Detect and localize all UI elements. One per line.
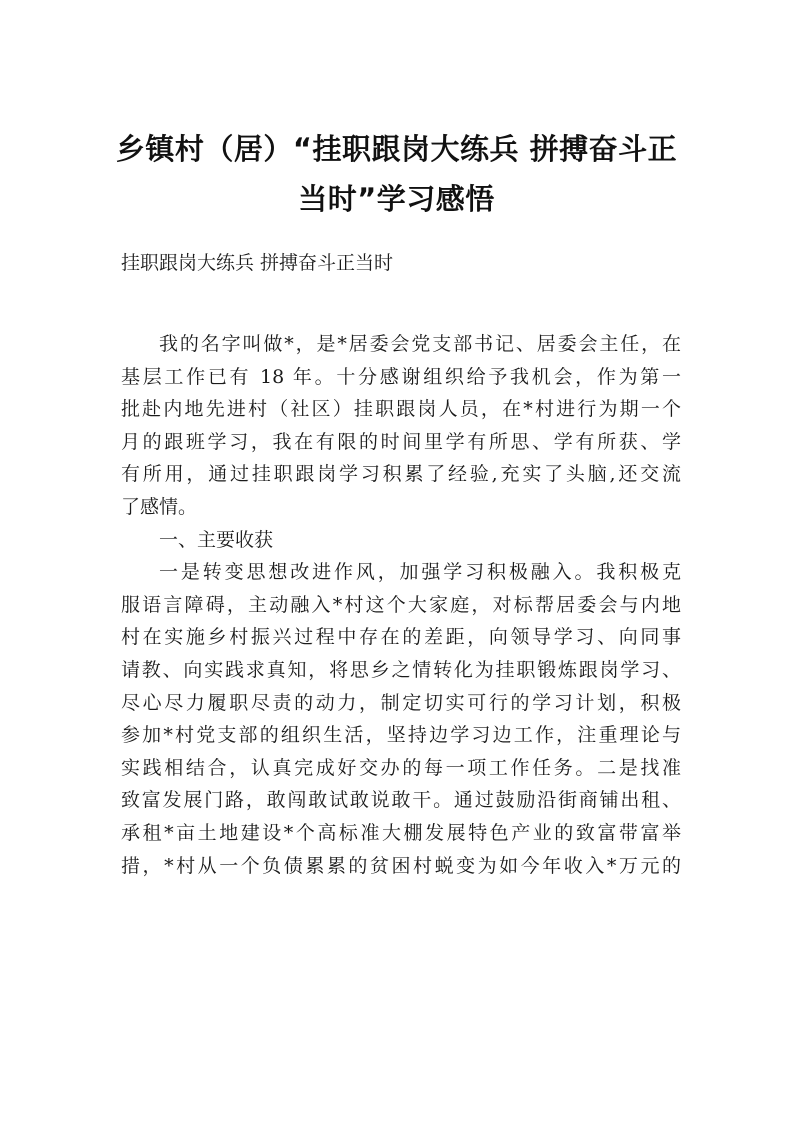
body-line: 月的跟班学习，我在有限的时间里学有所思、学有所获、学 [121, 430, 681, 453]
document-subtitle: 挂职跟岗大练兵 拼搏奋斗正当时 [121, 252, 394, 274]
body-line: 尽心尽力履职尽责的动力，制定切实可行的学习计划，积极 [121, 691, 681, 714]
body-line: 服语言障碍，主动融入*村这个大家庭，对标帮居委会与内地 [121, 593, 681, 616]
title-line-1: 乡镇村（居）“挂职跟岗大练兵 拼搏奋斗正 [115, 132, 678, 166]
body-line: 一是转变思想改进作风，加强学习积极融入。我积极克 [159, 561, 681, 584]
body-line: 措，*村从一个负债累累的贫困村蜕变为如今年收入*万元的 [121, 854, 681, 877]
body-line: 批赴内地先进村（社区）挂职跟岗人员，在*村进行为期一个 [121, 398, 681, 421]
body-line: 致富发展门路，敢闯敢试敢说敢干。通过鼓励沿街商铺出租、 [121, 789, 681, 812]
title-line-2: 当时”学习感悟 [298, 182, 495, 216]
body-line: 请教、向实践求真知，将思乡之情转化为挂职锻炼跟岗学习、 [121, 658, 681, 681]
body-line: 了感情。 [121, 495, 198, 518]
body-line: 有所用，通过挂职跟岗学习积累了经验,充实了头脑,还交流 [121, 463, 681, 486]
document-title [110, 124, 683, 224]
body-line: 村在实施乡村振兴过程中存在的差距，向领导学习、向同事 [121, 626, 681, 649]
document-body [121, 328, 681, 882]
body-line: 我的名字叫做*，是*居委会党支部书记、居委会主任，在 [159, 333, 681, 355]
body-line: 基层工作已有 18 年。十分感谢组织给予我机会，作为第一 [121, 365, 681, 388]
body-line: 实践相结合，认真完成好交办的每一项工作任务。二是找准 [121, 756, 681, 779]
body-line: 参加*村党支部的组织生活，坚持边学习边工作，注重理论与 [121, 724, 681, 747]
section-heading: 一、主要收获 [159, 528, 274, 551]
body-line: 承租*亩土地建设*个高标准大棚发展特色产业的致富带富举 [121, 821, 681, 844]
